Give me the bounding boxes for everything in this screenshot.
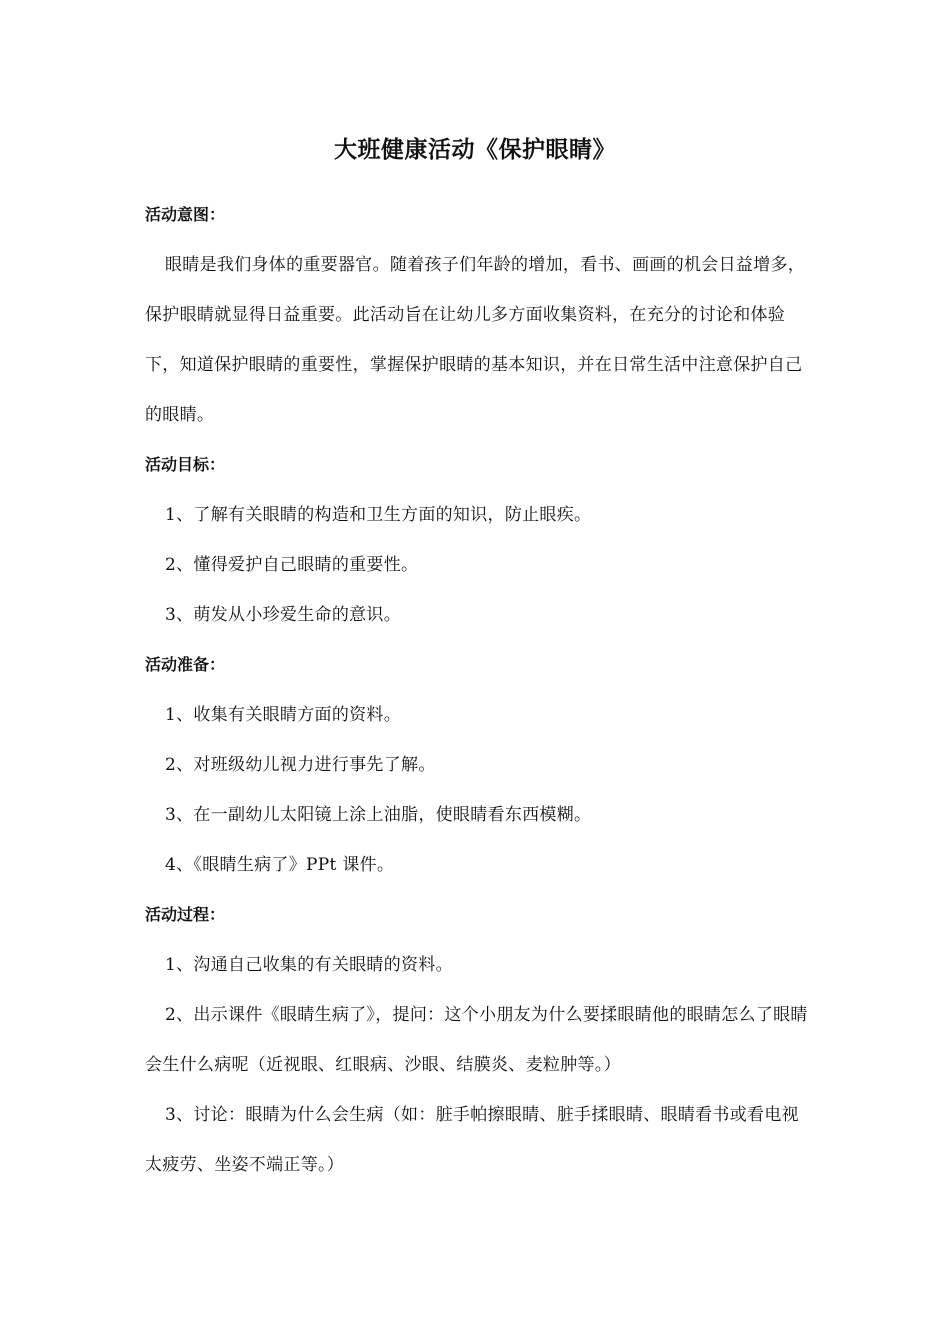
- process-item: 3、讨论：眼睛为什么会生病（如：脏手帕擦眼睛、脏手揉眼睛、眼睛看书或看电视太疲劳、坐姿不端正等。）: [145, 1105, 799, 1175]
- section-heading-goals: 活动目标：: [145, 455, 226, 474]
- section-heading-process: 活动过程：: [145, 905, 226, 924]
- section-heading-intent: 活动意图：: [145, 205, 226, 224]
- document-title: 大班健康活动《保护眼睛》: [334, 137, 616, 163]
- process-item: 1、沟通自己收集的有关眼睛的资料。: [165, 955, 453, 975]
- preparation-item: 1、收集有关眼睛方面的资料。: [165, 705, 402, 725]
- section-heading-preparation: 活动准备：: [145, 655, 226, 674]
- preparation-item: 3、在一副幼儿太阳镜上涂上油脂，使眼睛看东西模糊。: [165, 805, 592, 825]
- goal-item: 2、懂得爱护自己眼睛的重要性。: [165, 555, 419, 575]
- goal-item: 1、了解有关眼睛的构造和卫生方面的知识，防止眼疾。: [165, 505, 592, 525]
- goal-item: 3、萌发从小珍爱生命的意识。: [165, 605, 402, 625]
- preparation-item: 2、对班级幼儿视力进行事先了解。: [165, 755, 436, 775]
- document-body: [145, 190, 810, 1190]
- preparation-item: 4、《眼睛生病了》PPt 课件。: [165, 855, 395, 875]
- intent-paragraph: 眼睛是我们身体的重要器官。随着孩子们年龄的增加，看书、画画的机会日益增多，保护眼睛就显得日益重要。此活动旨在让幼儿多方面收集资料，在充分的讨论和体验下，知道保护眼睛的重要性，掌握保护眼睛的基本知识，并在日常生活中注意保护自己的眼睛。: [145, 255, 806, 425]
- process-item: 2、出示课件《眼睛生病了》，提问：这个小朋友为什么要揉眼睛他的眼睛怎么了眼睛会生什么病呢（近视眼、红眼病、沙眼、结膜炎、麦粒肿等。）: [145, 1005, 808, 1075]
